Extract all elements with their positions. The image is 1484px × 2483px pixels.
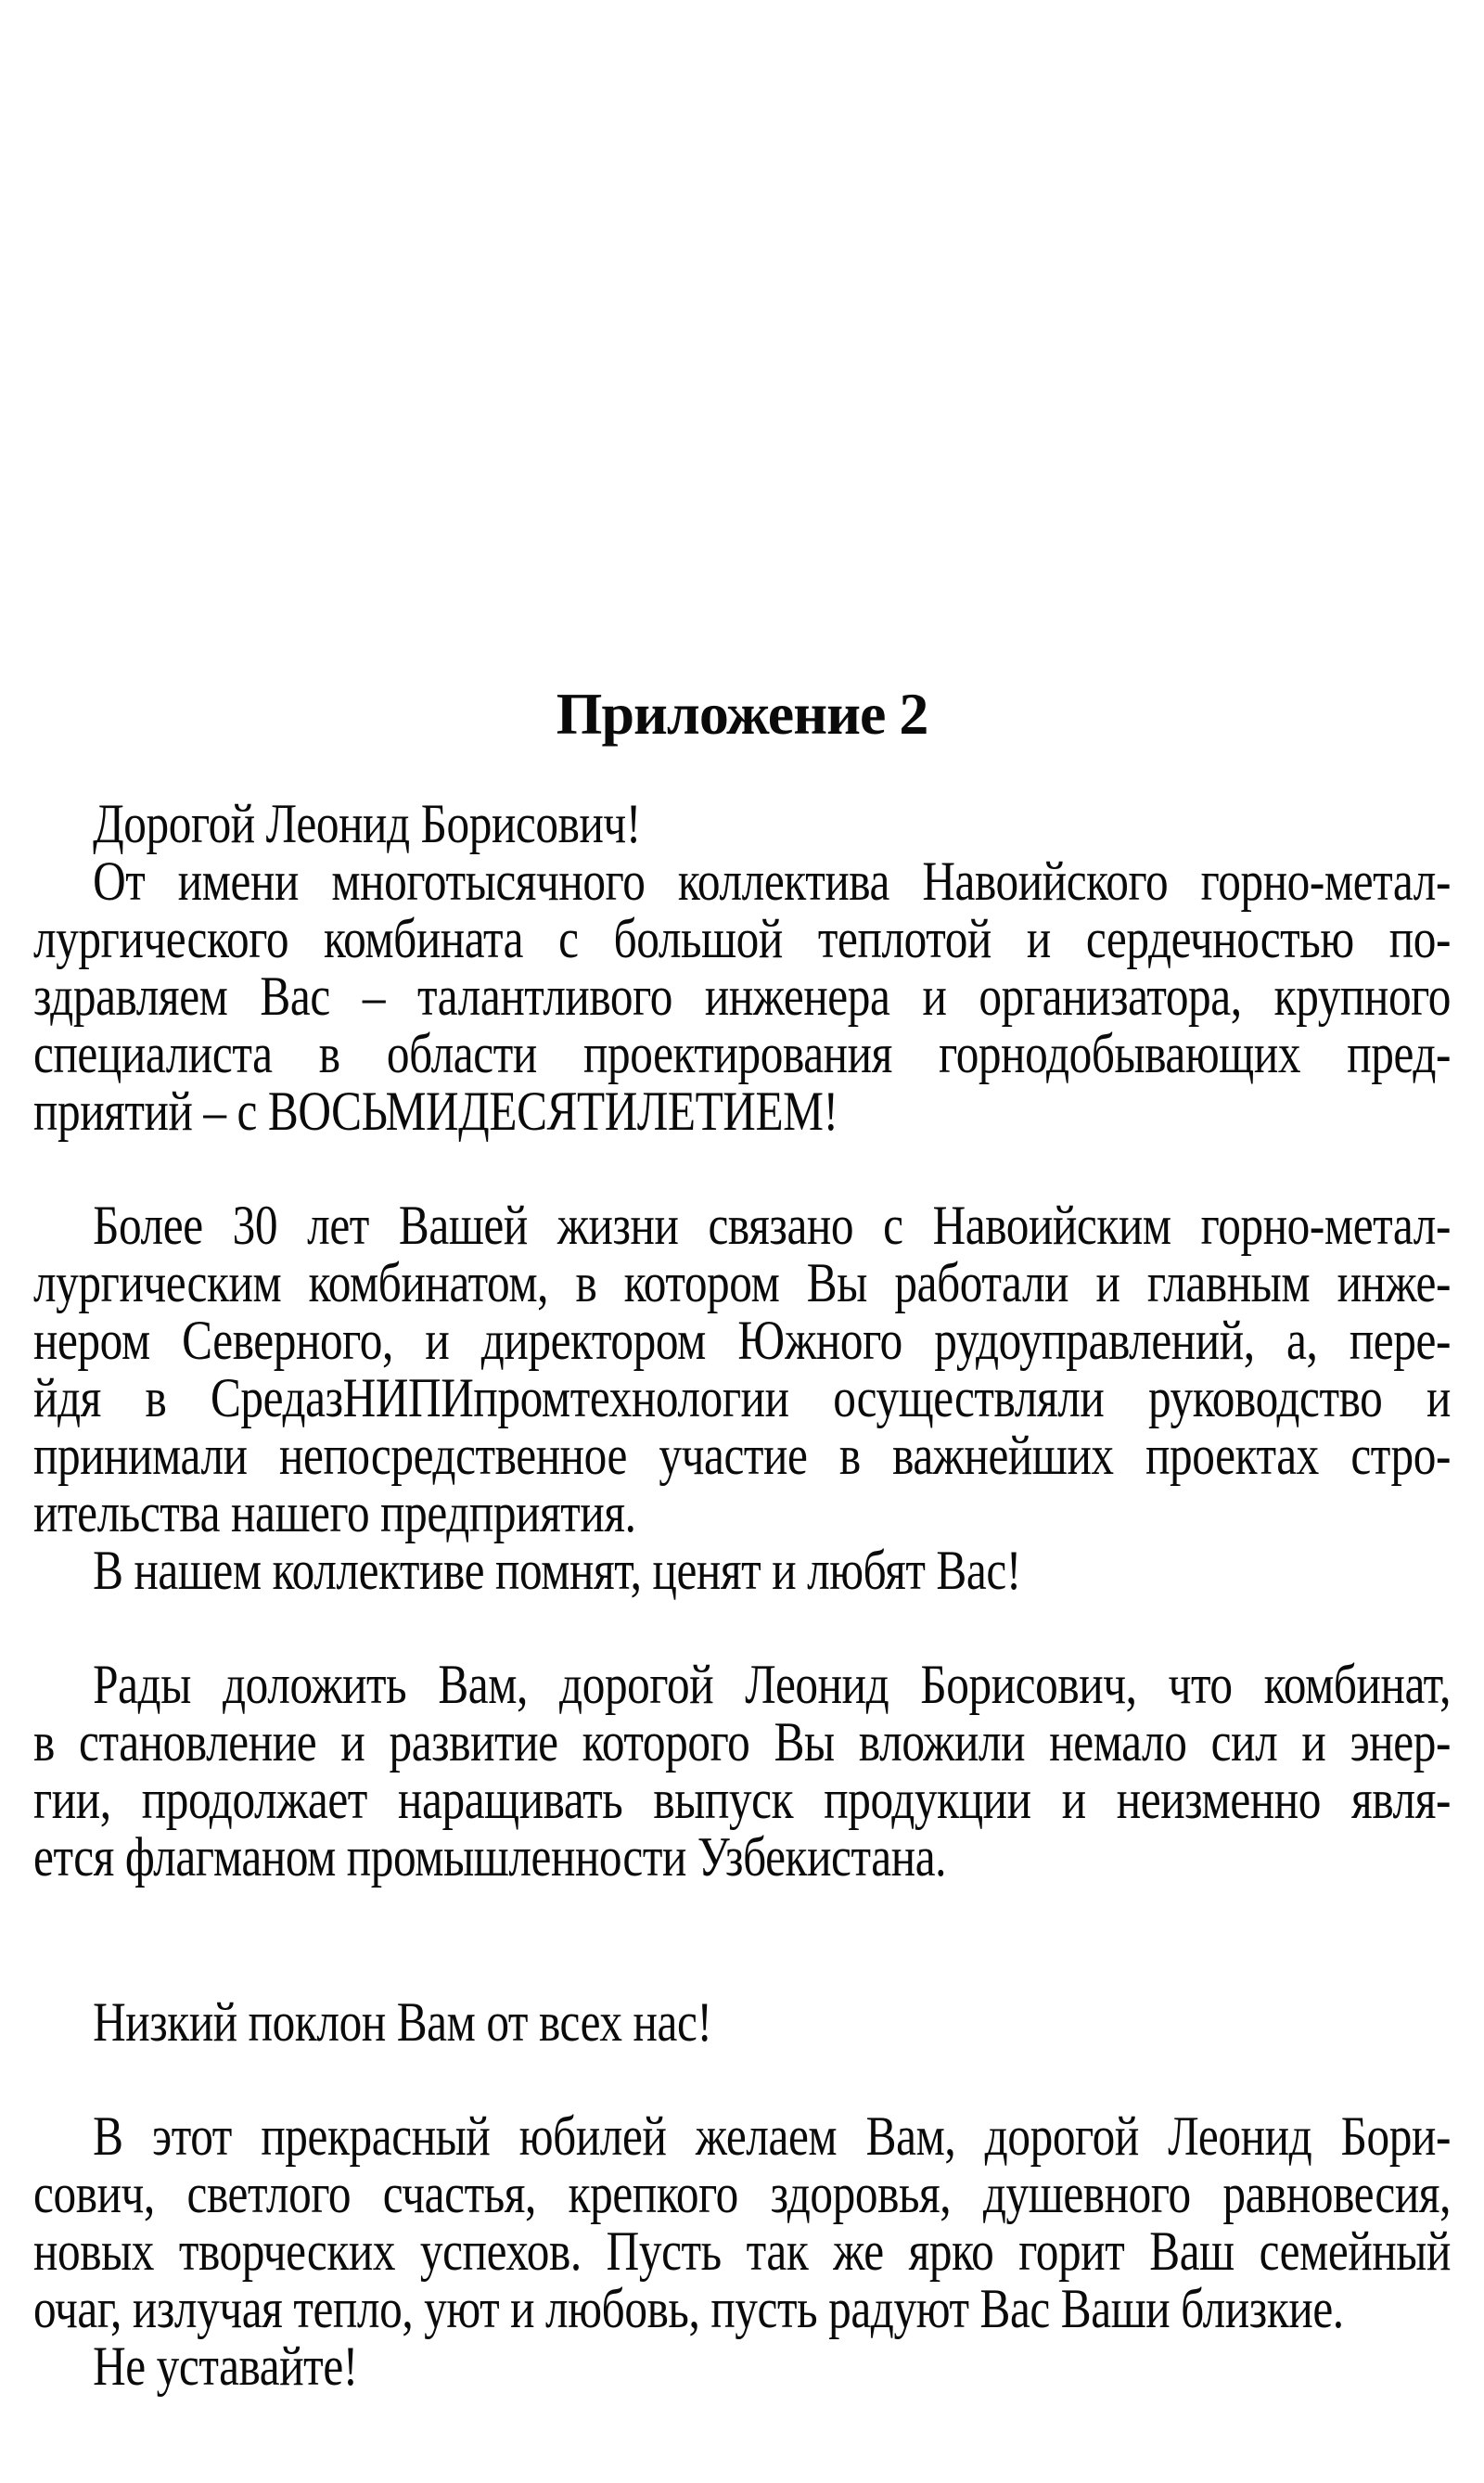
report-on-kombinat (33, 1656, 1451, 1886)
page-title: Приложение 2 (556, 681, 928, 747)
text-line: очаг, излучая тепло, уют и любовь, пусть радуют Вас Ваши близкие. (33, 2278, 1344, 2339)
text-line: ется флагманом промышленности Узбекистана. (33, 1826, 947, 1888)
text-line: Низкий поклон Вам от всех нас! (93, 1991, 712, 2053)
text-line: Не уставайте! (93, 2336, 358, 2397)
text-line: сович, светлого счастья, крепкого здоровья, душевного равновесия, (33, 2163, 1451, 2224)
text-line: йдя в СредазНИПИпромтехнологии осуществляли руководство и (33, 1367, 1451, 1428)
paragraph-blocks (33, 795, 1451, 2395)
text-line: Дорогой Леонид Борисович! (93, 793, 641, 854)
text-line: Рады доложить Вам, дорогой Леонид Борисович, что комбинат, (93, 1654, 1451, 1715)
wishes-and-closing (33, 2107, 1451, 2395)
text-line: В нашем коллективе помнят, ценят и любят Вас! (93, 1540, 1021, 1601)
text-line: В этот прекрасный юбилей желаем Вам, дорогой Леонид Бори- (93, 2105, 1451, 2167)
text-line: лургическим комбинатом, в котором Вы работали и главным инже- (33, 1252, 1451, 1313)
text-line: приятий – с ВОСЬМИДЕСЯТИЛЕТИЕМ! (33, 1081, 838, 1142)
text-line: гии, продолжает наращивать выпуск продукции и неизменно явля- (33, 1769, 1451, 1830)
career-history (33, 1197, 1451, 1599)
text-line: От имени многотысячного коллектива Навоийского горно-метал- (93, 851, 1451, 912)
salutation-and-congratulation (33, 795, 1451, 1140)
text-line: ительства нашего предприятия. (33, 1482, 636, 1543)
bow-line (33, 1993, 1451, 2051)
text-line: специалиста в области проектирования горнодобывающих пред- (33, 1023, 1451, 1084)
text-line: новых творческих успехов. Пусть так же ярко горит Ваш семейный (33, 2221, 1451, 2282)
text-line: лургического комбината с большой теплотой и сердечностью по- (33, 908, 1451, 969)
text-line: нером Северного, и директором Южного рудоуправлений, а, пере- (33, 1310, 1451, 1371)
text-line: Более 30 лет Вашей жизни связано с Навоийским горно-метал- (93, 1195, 1451, 1256)
text-line: здравляем Вас – талантливого инженера и организатора, крупного (33, 966, 1451, 1027)
text-line: принимали непосредственное участие в важнейших проектах стро- (33, 1425, 1451, 1486)
text-line: в становление и развитие которого Вы вложили немало сил и энер- (33, 1711, 1451, 1773)
